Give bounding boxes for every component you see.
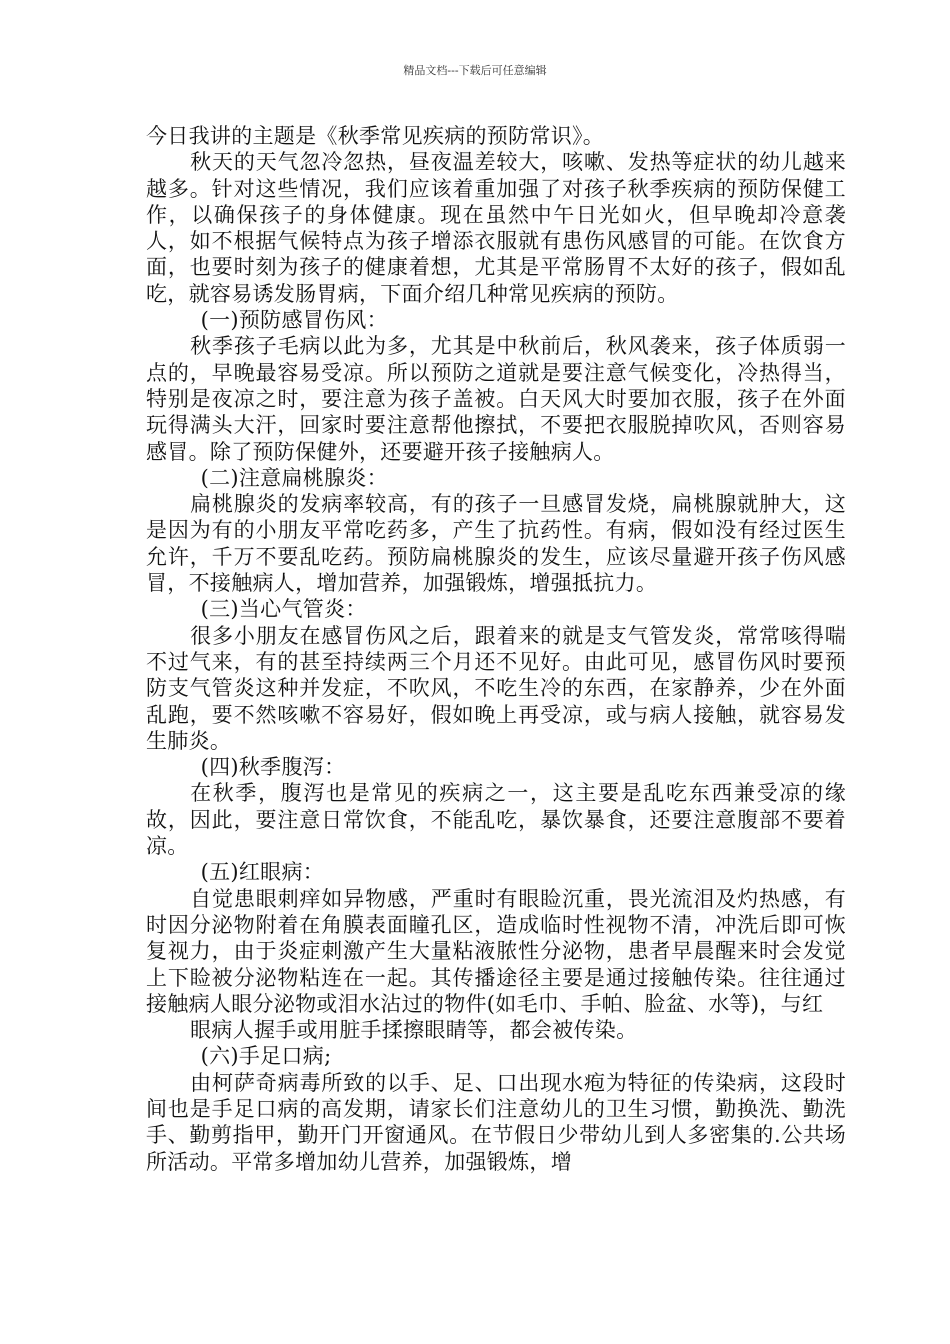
document-body [146,123,846,1175]
section-heading: (六)手足口病; [200,1044,332,1069]
section-heading: (三)当心气管炎： [200,597,367,622]
paragraph: 自觉患眼刺痒如异物感，严重时有眼睑沉重，畏光流泪及灼热感，有时因分泌物附着在角膜表面瞳孔区，造成临时性视物不清，冲洗后即可恢复视力，由于炎症刺激产生大量粘液脓性分泌物，患者早晨醒来时会发觉上下睑被分泌物粘连在一起。其传播途径主要是通过接触传染。往往通过接触病人眼分泌物或泪水沾过的物件(如毛巾、手帕、脸盆、水等)，与红 [146,886,846,1016]
section-heading: (四)秋季腹泻： [200,755,346,780]
paragraph: 很多小朋友在感冒伤风之后，跟着来的就是支气管发炎，常常咳得喘不过气来，有的甚至持续两三个月还不见好。由此可见，感冒伤风时要预防支气管炎这种并发症，不吹风，不吃生冷的东西，在家静养，少在外面乱跑，要不然咳嗽不容易好，假如晚上再受凉，或与病人接触，就容易发生肺炎。 [146,623,846,753]
header-note: 精品文档---下载后可任意编辑 [403,64,547,77]
paragraph: 今日我讲的主题是《秋季常见疾病的预防常识》。 [146,124,605,148]
paragraph: 秋季孩子毛病以此为多，尤其是中秋前后，秋风袭来，孩子体质弱一点的，早晚最容易受凉。所以预防之道就是要注意气候变化，冷热得当，特别是夜凉之时，要注意为孩子盖被。白天风大时要加衣服，孩子在外面玩得满头大汗，回家时要注意帮他擦拭，不要把衣服脱掉吹风，否则容易感冒。除了预防保健外，还要避开孩子接触病人。 [146,334,846,464]
paragraph: 眼病人握手或用脏手揉擦眼睛等，都会被传染。 [190,1018,638,1043]
section-heading: (二)注意扁桃腺炎： [200,465,388,490]
section-heading: (五)红眼病： [200,860,325,885]
section-heading: (一)预防感冒伤风： [200,308,388,333]
paragraph: 秋天的天气忽冷忽热，昼夜温差较大，咳嗽、发热等症状的幼儿越来越多。针对这些情况，我们应该着重加强了对孩子秋季疾病的预防保健工作，以确保孩子的身体健康。现在虽然中午日光如火，但早晚却冷意袭人，如不根据气候特点为孩子增添衣服就有患伤风感冒的可能。在饮食方面，也要时刻为孩子的健康着想，尤其是平常肠胃不太好的孩子，假如乱吃，就容易诱发肠胃病，下面介绍几种常见疾病的预防。 [146,150,846,306]
paragraph: 扁桃腺炎的发病率较高，有的孩子一旦感冒发烧，扁桃腺就肿大，这是因为有的小朋友平常吃药多，产生了抗药性。有病，假如没有经过医生允许，千万不要乱吃药。预防扁桃腺炎的发生，应该尽量避开孩子伤风感冒，不接触病人，增加营养，加强锻炼，增强抵抗力。 [146,492,846,596]
paragraph: 在秋季，腹泻也是常见的疾病之一，这主要是乱吃东西兼受凉的缘故，因此，要注意日常饮食，不能乱吃，暴饮暴食，还要注意腹部不要着凉。 [146,781,846,859]
paragraph: 由柯萨奇病毒所致的以手、足、口出现水疱为特征的传染病，这段时间也是手足口病的高发期，请家长们注意幼儿的卫生习惯，勤换洗、勤洗手、勤剪指甲，勤开门开窗通风。在节假日少带幼儿到人多密集的.公共场所活动。平常多增加幼儿营养，加强锻炼，增 [146,1070,846,1174]
